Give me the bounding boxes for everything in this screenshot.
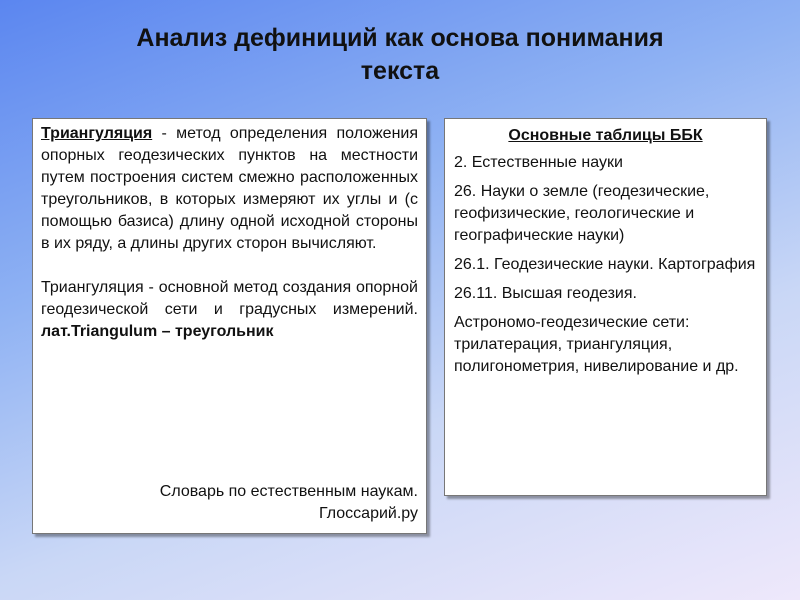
definition-panel: [32, 118, 427, 534]
etymology-text: лат.Triangulum – треугольник: [41, 323, 274, 340]
slide-title: [60, 22, 740, 88]
source-line-2: Глоссарий.ру: [318, 505, 418, 522]
bbk-item: 2. Естественные науки: [454, 154, 623, 171]
bbk-item: 26.11. Высшая геодезия.: [454, 285, 637, 302]
bbk-item: Астрономо-геодезические сети: трилатерация, триангуляция, полигонометрия, нивелирование и др.: [454, 314, 739, 375]
definition-2-text: Триангуляция - основной метод создания опорной геодезической сети и градусных измерений.: [41, 279, 418, 318]
title-line-1: Анализ дефиниций как основа понимания: [136, 24, 664, 52]
bbk-heading: Основные таблицы ББК: [508, 127, 703, 144]
paragraph-spacer: [41, 255, 418, 277]
definition-paragraph: [41, 123, 418, 255]
definition-text: - метод определения положения опорных геодезических пунктов на местности путем построения систем смежно расположенных треугольников, в которых измеряют их углы и (с помощью базиса) длину одной исходной стороны в их ряду, а длины других сторон вычисляют.: [41, 125, 418, 252]
title-line-2: текста: [360, 57, 440, 85]
source-citation: [48, 481, 418, 525]
bbk-item: 26.1. Геодезические науки. Картография: [454, 256, 756, 273]
source-line-1: Словарь по естественным наукам.: [159, 483, 418, 500]
bbk-item: 26. Науки о земле (геодезические, геофизические, геологические и географические науки): [454, 183, 710, 244]
defined-term: Триангуляция: [41, 125, 153, 142]
definition-paragraph-2: [41, 277, 418, 343]
bbk-tables-panel: [444, 118, 767, 496]
